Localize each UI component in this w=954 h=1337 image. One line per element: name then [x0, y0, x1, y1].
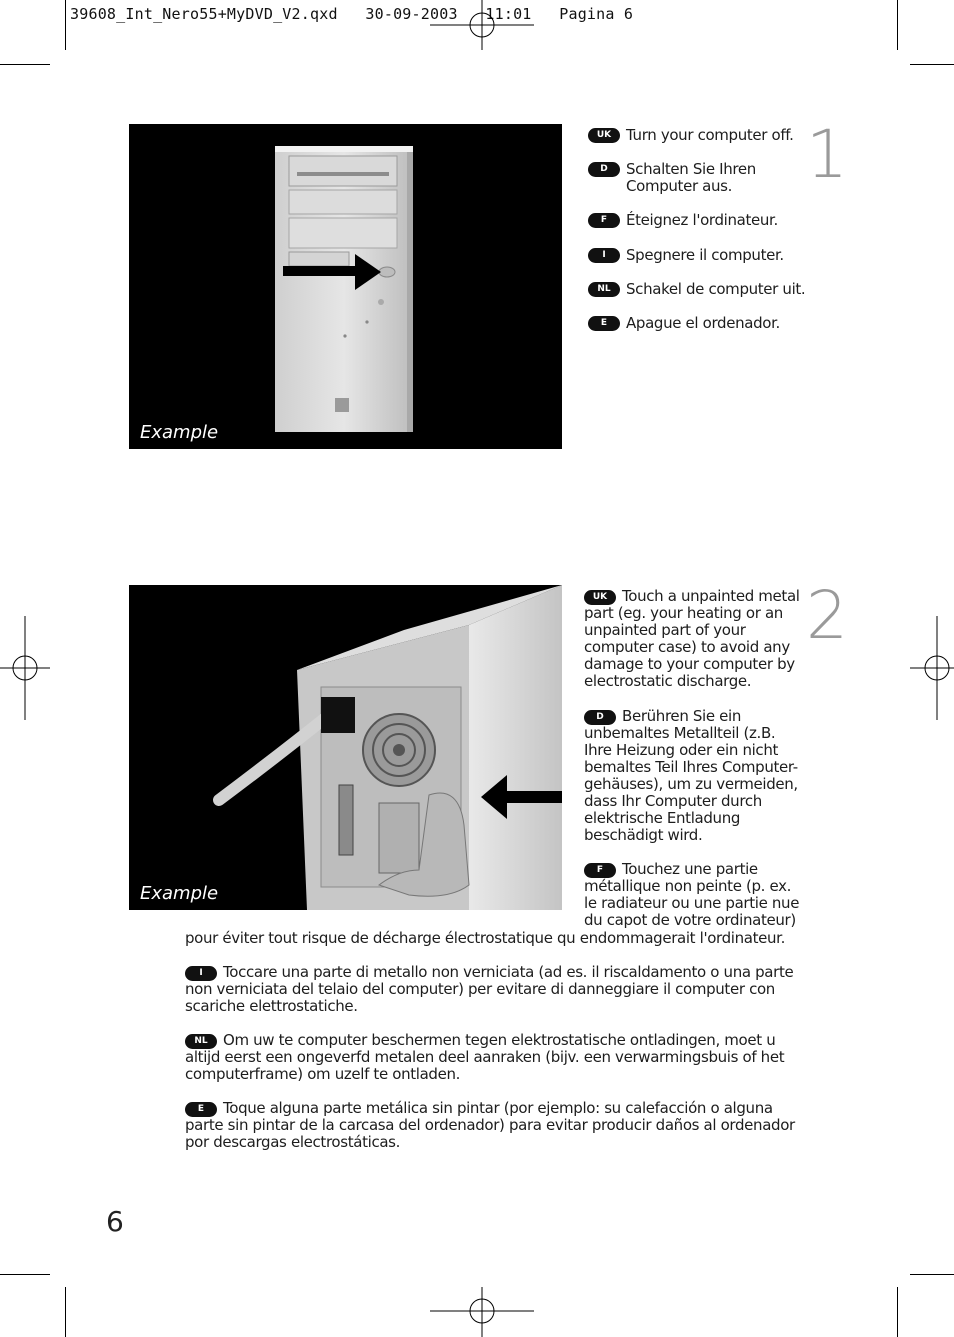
- language-badge: I: [588, 248, 620, 263]
- instruction-item: [185, 1100, 803, 1151]
- instruction-text: Toccare una parte di metallo non verniciata (ad es. il riscaldamento o una parte non verniciata del telaio del computer) per evitare di danneggiare il computer con scariche elettrostatiche.: [185, 963, 794, 1015]
- instruction-text: Berühren Sie ein unbemaltes Metallteil (z.B. Ihre Heizung oder ein nicht bemaltes Teil Ihres Computer-gehäuses), um zu vermeiden, dass Ihr Computer durch elektrische Entladung beschädigt wird.: [584, 707, 798, 844]
- language-badge: D: [588, 162, 620, 177]
- registration-mark-bottom: [430, 1287, 534, 1337]
- step-number: 2: [806, 577, 848, 654]
- language-badge: I: [185, 966, 217, 981]
- language-badge: NL: [588, 282, 620, 297]
- language-badge: NL: [185, 1034, 217, 1049]
- instruction-text: Om uw te computer beschermen tegen elektrostatische ontladingen, moet u altijd eerst een ongeverfd metalen deel aanraken (bijv. een verwarmingsbuis of het computerframe) om uzelf te ontladen.: [185, 1031, 785, 1083]
- instruction-item: [584, 588, 800, 690]
- instruction-text: Touch a unpainted metal part (eg. your heating or an unpainted part of your computer case) to avoid any damage to your computer by electrostatic discharge.: [584, 587, 800, 690]
- registration-mark-top: [430, 0, 534, 50]
- step1-photo: [129, 124, 562, 449]
- instruction-item: [584, 861, 800, 929]
- language-badge: D: [584, 710, 616, 725]
- step-number: 1: [806, 116, 848, 193]
- pc-tower-front-illustration: [129, 124, 562, 449]
- language-badge: E: [185, 1102, 217, 1117]
- page-number: 6: [106, 1205, 124, 1238]
- instruction-text-continued: pour éviter tout risque de décharge électrostatique qu endommagerait l'ordinateur.: [185, 929, 786, 947]
- instruction-item: [584, 708, 800, 844]
- instruction-text: Schalten Sie Ihren Computer aus.: [626, 160, 756, 195]
- registration-mark-right: [910, 616, 954, 720]
- instruction-text: Toque alguna parte metálica sin pintar (por ejemplo: su calefacción o alguna parte sin pintar de la carcasa del ordenador) para evitar producir daños al ordenador por descargas electrostáticas.: [185, 1099, 795, 1151]
- language-badge: UK: [588, 128, 620, 143]
- instruction-item: [185, 1032, 803, 1083]
- registration-mark-left: [0, 616, 50, 720]
- photo-caption: Example: [140, 422, 219, 443]
- language-badge: E: [588, 316, 620, 331]
- language-badge: F: [588, 213, 620, 228]
- instruction-text: Spegnere il computer.: [626, 246, 784, 264]
- instruction-text: Turn your computer off.: [626, 126, 794, 144]
- language-badge: UK: [584, 590, 616, 605]
- instruction-text: Éteignez l'ordinateur.: [626, 211, 778, 229]
- instruction-item: [185, 964, 803, 1015]
- instruction-text: Touchez une partie métallique non peinte (p. ex. le radiateur ou une partie nue du capot de votre ordinateur): [584, 860, 800, 929]
- language-badge: F: [584, 863, 616, 878]
- print-slug: 39608_Int_Nero55+MyDVD_V2.qxd 30-09-2003 11:01 Pagina 6: [70, 5, 634, 23]
- instruction-text: Schakel de computer uit.: [626, 280, 806, 298]
- pc-tower-rear-illustration: [129, 585, 562, 910]
- photo-caption: Example: [140, 883, 219, 904]
- step2-photo: [129, 585, 562, 910]
- instruction-text: Apague el ordenador.: [626, 314, 780, 332]
